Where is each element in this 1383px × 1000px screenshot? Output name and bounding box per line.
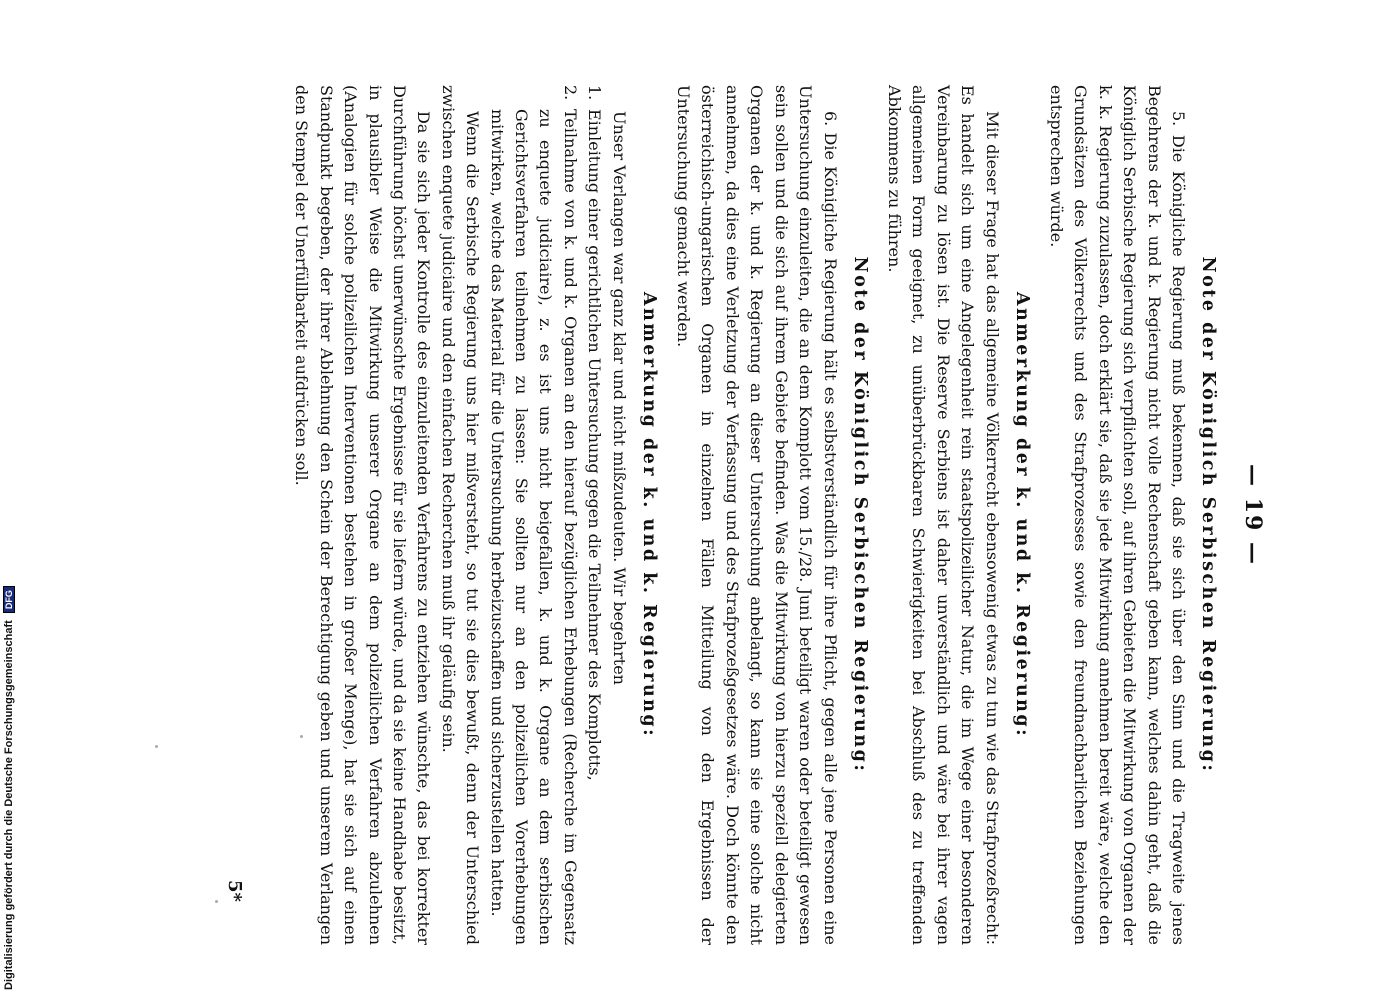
paragraph-misunderstanding: Wenn die Serbische Regierung uns hier mißversteht, so tut sie dies bewußt, denn der Unterschied zwischen enquete judiciaire und den einfachen Recherchen muß ihr geläufig sein. bbox=[438, 85, 483, 945]
paragraph-serbian-note-5: 5. Die Königliche Regierung muß bekennen, daß sie sich über den Sinn und die Tragweite jenes Begehrens der k. und k. Regierung nicht volle Rechenschaft geben kann, welches dahin geht, daß die Königlich Serbische Regierung sich verpflichten soll, auf ihren Gebieten die Mitwirkung von Organen der k. k. Regierung zuzulassen, doch erklärt sie, daß sie jede Mitwirkung annehmen bereit wäre, welche den Grundsätzen des Völkerrechts und des Strafprozesses sowie den freundnachbarlichen Beziehungen entsprechen würde. bbox=[1046, 85, 1188, 945]
section-heading-serbian-note-6: Note der Königlich Serbischen Regierung: bbox=[849, 256, 870, 774]
scan-speck bbox=[215, 900, 218, 903]
section-heading-austrian-remark-6: Anmerkung der k. und k. Regierung: bbox=[638, 291, 659, 739]
digitization-credit-bar bbox=[0, 0, 22, 1000]
page-number: — 19 — bbox=[1240, 464, 1266, 566]
list-item bbox=[582, 85, 606, 945]
paragraph-austrian-remark-5: Mit dieser Frage hat das allgemeine Völkerrecht ebensowenig etwas zu tun wie das Strafprozeßrecht: Es handelt sich um eine Angelegenheit rein staatspolizeilicher Natur, die im Wege einer besonderen Vereinbarung zu lösen ist. Die Reserve Serbiens ist daher unverständlich und wäre bei ihrer vagen allgemeinen Form geeignet, zu unüberbrückbaren Schwierigkeiten bei Abschluß des zu treffenden Abkommens zu führen. bbox=[884, 85, 1002, 945]
scan-speck bbox=[155, 745, 158, 748]
numbered-list bbox=[484, 85, 606, 945]
paragraph-serbian-note-6: 6. Die Königliche Regierung hält es selbstverständlich für ihre Pflicht, gegen alle jene Personen eine Untersuchung einzuleiten, die an dem Komplott vom 15./28. Juni beteiligt waren oder beteiligt gewesen sein sollen und die sich auf ihrem Gebiete befinden. Was die Mitwirkung von hierzu speziell delegierten Organen der k. und k. Regierung an dieser Untersuchung anbelangt, so kann sie eine solche nicht annehmen, da dies eine Verletzung der Verfassung und des Strafprozeßgesetzes wäre. Doch könnte den österreichisch-ungarischen Organen in einzelnen Fällen Mitteilung von den Ergebnissen der Untersuchung gemacht werden. bbox=[674, 85, 840, 945]
list-item bbox=[484, 85, 582, 945]
digitization-credit bbox=[3, 10, 15, 990]
list-item-text: Einleitung einer gerichtlichen Untersuchung gegen die Teilnehmer des Komplotts, bbox=[585, 109, 605, 781]
list-item-number: 1. bbox=[585, 85, 605, 101]
section-heading-austrian-remark-5: Anmerkung der k. und k. Regierung: bbox=[1011, 291, 1032, 739]
paragraph-control: Da sie sich jeder Kontrolle des einzuleitenden Verfahrens zu entziehen wünschte, das bei korrekter Durchführung höchst unerwünschte Ergebnisse für sie liefern würde, und da sie keine Handhabe besitzt, in plausibler Weise die Mitwirkung unserer Organe an dem polizeilichen Verfahren abzulehnen (Analogien für solche polizeilichen Interventionen bestehen in großer Menge), hat sie sich auf einen Standpunkt begeben, der ihrer Ablehnung den Schein der Berechtigung geben und unserem Verlangen den Stempel der Unerfüllbarkeit aufdrücken soll. bbox=[292, 85, 434, 945]
dfg-logo: DFG bbox=[3, 586, 15, 613]
paragraph-intro: Unser Verlangen war ganz klar und nicht mißzudeuten. Wir begehrten bbox=[609, 111, 629, 685]
section-heading-serbian-note-5: Note der Königlich Serbischen Regierung: bbox=[1198, 256, 1218, 774]
scan-speck bbox=[300, 735, 303, 738]
list-item-text: Teilnahme von k. und k. Organen an den hierauf bezüglichen Erhebungen (Recherche im Gegensatz zu enquete judiciaire), z. es ist uns nicht beigefallen, k. und k. Organe an dem serbischen Gerichtsverfahren teilnehmen zu lassen: Sie sollten nur an den polizeilichen Vorerhebungen mitwirken, welche das Material für die Untersuchung herbeizuschaffen und sicherzustellen hatten. bbox=[487, 109, 580, 945]
list-item-number: 2. bbox=[560, 85, 580, 101]
printer-signature-mark: 5* bbox=[224, 880, 245, 902]
credit-text: Digitalisierung gefördert durch die Deutsche Forschungsgemeinschaft bbox=[3, 620, 15, 990]
document-page bbox=[160, 0, 1270, 1000]
page-content bbox=[289, 85, 1270, 945]
